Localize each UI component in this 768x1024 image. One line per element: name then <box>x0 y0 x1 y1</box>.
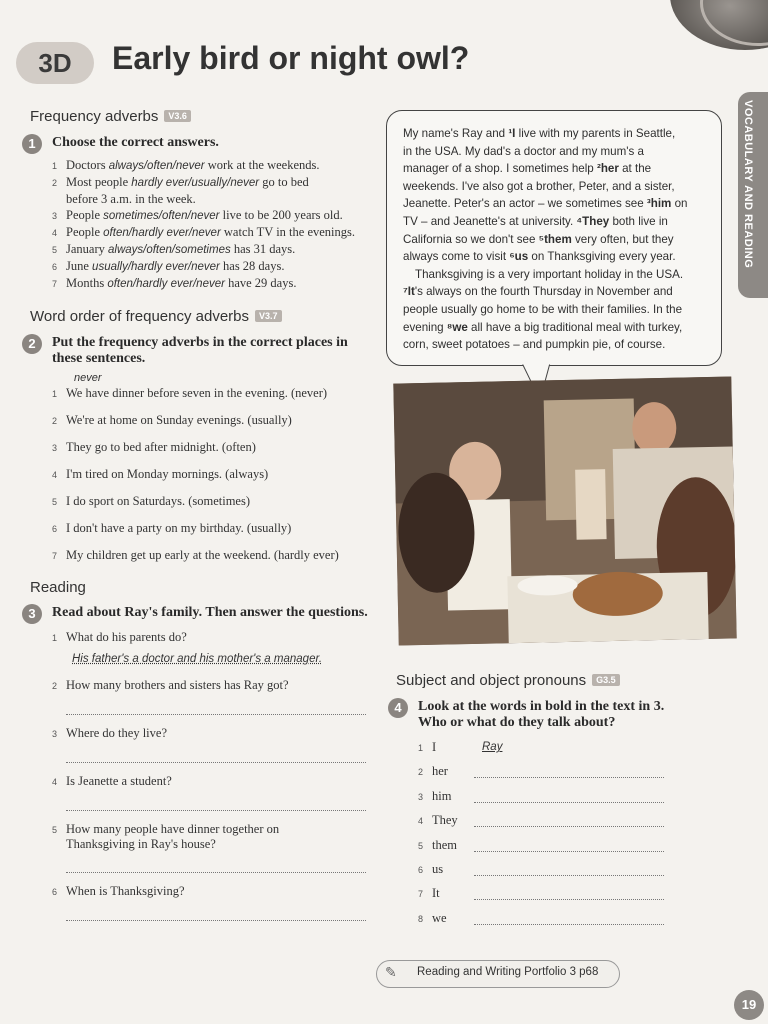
item-text: I'm tired on Monday mornings. (always) <box>66 467 269 481</box>
item-number: 3 <box>52 443 58 453</box>
item-text: They go to bed after midnight. (often) <box>66 440 256 454</box>
item-number: 7 <box>52 278 58 289</box>
thanksgiving-illustration <box>393 376 736 645</box>
list-item <box>52 548 382 575</box>
question-text: Where do they live? <box>66 726 167 740</box>
answer-options: sometimes/often/never <box>103 210 220 223</box>
thanksgiving-photo <box>393 376 736 645</box>
item-text: We're at home on Sunday evenings. (usually) <box>66 413 292 427</box>
section-tag: V3.7 <box>255 310 282 322</box>
answer-line <box>474 850 664 852</box>
answer-line <box>474 776 664 778</box>
answer-options: hardly ever/usually/never <box>131 176 260 189</box>
pronoun-word: him <box>432 788 452 803</box>
item-text: I do sport on Saturdays. (sometimes) <box>66 494 251 508</box>
bold-pronoun: ³him <box>646 197 672 211</box>
exercise-instruction <box>418 699 664 731</box>
side-tab-label: VOCABULARY AND READING <box>742 100 754 269</box>
list-item <box>52 259 382 276</box>
item-text: before 3 a.m. in the week. <box>66 191 196 206</box>
question <box>52 678 372 693</box>
exercise-number: 4 <box>388 698 408 718</box>
reading-text-box <box>386 110 722 366</box>
text-line: in the USA. My dad's a doctor and my mum's a <box>403 144 644 158</box>
item-text: We have dinner before seven in the evening. (never) <box>66 386 328 400</box>
bold-pronoun: ⁵them <box>538 232 572 246</box>
exercise-number: 2 <box>22 334 42 354</box>
section-heading-text: Frequency adverbs <box>30 108 159 125</box>
question-text: What do his parents do? <box>66 630 187 644</box>
question-text: Is Jeanette a student? <box>66 774 172 788</box>
answer-line <box>66 871 366 873</box>
text-line: Thanksgiving is a very important holiday in the USA. <box>415 267 684 281</box>
question-block <box>52 630 372 678</box>
text-line: weekends. I've also got a brother, Peter, and a sister, <box>403 179 675 193</box>
exercise-instruction: Choose the correct answers. <box>52 135 219 150</box>
list-item <box>52 225 382 242</box>
answer-line <box>474 874 664 876</box>
item-number: 6 <box>52 524 58 534</box>
section-heading-text: Subject and object pronouns <box>396 672 587 689</box>
item-text: watch TV in the evenings. <box>220 225 356 240</box>
bold-pronoun: ⁸we <box>446 320 468 334</box>
item-number: 1 <box>52 633 58 643</box>
list-item <box>418 911 668 935</box>
pronoun-word: They <box>432 813 458 828</box>
bold-pronoun: ⁴They <box>576 214 610 228</box>
text-line: manager of a shop. I sometimes help ²her at the <box>403 162 652 176</box>
text-line: My name's Ray and ¹I live with my parents in Seattle, <box>403 127 676 140</box>
text-line: people usually go home to be with their families. In the <box>403 302 683 316</box>
list-item <box>52 494 382 521</box>
question <box>52 630 372 645</box>
question <box>52 774 372 789</box>
pronoun-word: her <box>432 764 448 779</box>
answer-options: often/hardly ever/never <box>107 277 225 290</box>
list-item <box>52 467 382 494</box>
question-line-2: Thanksgiving in Ray's house? <box>66 837 216 851</box>
item-text: I don't have a party on my birthday. (usually) <box>66 521 292 535</box>
list-item <box>418 764 668 788</box>
pronoun-word: us <box>432 861 444 876</box>
item-number: 3 <box>418 791 424 802</box>
section-heading-frequency-adverbs <box>30 108 191 125</box>
item-number: 8 <box>418 913 424 924</box>
bold-pronoun: ⁷It <box>403 285 415 299</box>
item-number: 3 <box>52 729 58 739</box>
item-number: 4 <box>52 777 58 787</box>
item-text: January <box>66 241 108 256</box>
pronoun-word: we <box>432 910 447 925</box>
portfolio-link[interactable] <box>376 960 620 988</box>
list-item <box>52 192 382 209</box>
item-text: go to bed <box>259 174 309 189</box>
question-text: How many people have dinner together on <box>66 822 280 836</box>
item-number: 2 <box>52 681 58 691</box>
instruction-line-2: Who or what do they talk about? <box>418 715 616 730</box>
item-number: 1 <box>52 161 58 171</box>
item-number: 2 <box>52 416 58 426</box>
answer-line <box>66 919 366 921</box>
item-number: 4 <box>52 470 58 480</box>
instruction-line-1: Look at the words in bold in the text in 3. <box>418 699 665 714</box>
list-item <box>418 813 668 837</box>
answer-options: always/often/sometimes <box>108 243 231 256</box>
list-item <box>52 276 382 293</box>
item-number: 7 <box>418 889 424 900</box>
text-line: evening ⁸we all have a big traditional meal with turkey, <box>403 320 683 334</box>
reading-questions <box>52 630 372 932</box>
exercise-number: 3 <box>22 604 42 624</box>
pronoun-word: It <box>432 886 440 901</box>
instruction-line-2: these sentences. <box>52 351 146 366</box>
unit-badge: 3D <box>16 42 94 84</box>
item-number: 5 <box>418 840 424 851</box>
answer-line <box>66 713 366 715</box>
item-number: 5 <box>52 825 58 835</box>
list-item <box>52 440 382 467</box>
section-heading-pronouns <box>396 672 620 689</box>
item-text: My children get up early at the weekend. (hardly ever) <box>66 548 339 562</box>
bold-pronoun: ²her <box>596 162 619 176</box>
exercise-number: 1 <box>22 134 42 154</box>
item-text: live to be 200 years old. <box>219 208 343 223</box>
answer-options: often/hardly ever/never <box>103 227 221 240</box>
text-line: corn, sweet potatoes – and pumpkin pie, of course. <box>403 338 666 352</box>
list-item <box>52 521 382 548</box>
list-item <box>52 242 382 259</box>
answer-line <box>66 809 366 811</box>
question-block <box>52 678 372 726</box>
bold-pronoun: ⁶us <box>509 250 529 264</box>
list-item <box>52 208 382 225</box>
section-heading-word-order <box>30 308 282 325</box>
pencil-icon: ✎ <box>385 966 397 981</box>
item-text: has 28 days. <box>219 258 285 273</box>
item-number: 1 <box>418 743 424 753</box>
instruction-line-1: Put the frequency adverbs in the correct places in <box>52 335 348 350</box>
item-text: Months <box>66 275 108 290</box>
exercise-2-list <box>52 386 382 575</box>
item-text: People <box>66 225 104 240</box>
item-text: June <box>66 258 93 273</box>
exercise-instruction: Read about Ray's family. Then answer the questions. <box>52 605 368 620</box>
item-number: 6 <box>52 887 58 897</box>
exercise-1-list <box>52 158 382 292</box>
question <box>52 884 372 899</box>
answer-line <box>474 801 664 803</box>
item-number: 2 <box>418 767 424 778</box>
question <box>52 822 372 837</box>
pronoun-word: I <box>432 740 437 754</box>
text-line: ⁷It's always on the fourth Thursday in November and <box>403 285 673 299</box>
answer-line <box>474 923 664 925</box>
side-tab <box>738 92 768 298</box>
question-block <box>52 884 372 932</box>
page-number: 19 <box>734 990 764 1020</box>
list-item <box>418 740 668 764</box>
item-text: work at the weekends. <box>204 158 320 172</box>
text-line: Jeanette. Peter's an actor – we sometimes see ³him on <box>403 197 688 211</box>
answer-text: His father's a doctor and his mother's a manager. <box>72 653 323 665</box>
answer-line <box>66 761 366 763</box>
item-number: 2 <box>52 177 58 188</box>
item-text: People <box>66 208 104 223</box>
question-text: When is Thanksgiving? <box>66 884 185 898</box>
item-text: Most people <box>66 174 132 189</box>
list-item <box>52 175 382 192</box>
answer-options: always/often/never <box>108 160 205 172</box>
answer-line <box>474 898 664 900</box>
list-item <box>418 862 668 886</box>
bold-pronoun: ¹I <box>508 127 516 140</box>
item-number: 5 <box>52 497 58 507</box>
list-item <box>52 386 382 413</box>
handwritten-hint: never <box>74 372 102 384</box>
item-number: 4 <box>52 228 58 239</box>
section-tag: G3.5 <box>592 674 620 686</box>
item-text: have 29 days. <box>224 275 297 290</box>
question-text: How many brothers and sisters has Ray got? <box>66 678 289 692</box>
list-item <box>418 838 668 862</box>
item-number: 4 <box>418 816 424 827</box>
item-number: 5 <box>52 244 58 255</box>
item-number: 3 <box>52 211 58 222</box>
text-line: always come to visit ⁶us on Thanksgiving every year. <box>403 250 676 264</box>
exercise-instruction <box>52 335 348 367</box>
text-line: California so we don't see ⁵them very often, but they <box>403 232 674 246</box>
item-number: 6 <box>418 864 424 875</box>
list-item <box>52 413 382 440</box>
item-number: 7 <box>52 551 58 561</box>
section-tag: V3.6 <box>164 110 191 122</box>
portfolio-label: Reading and Writing Portfolio 3 p68 <box>417 966 599 978</box>
question-block <box>52 726 372 774</box>
pronoun-list <box>418 740 668 935</box>
answer-options: usually/hardly ever/never <box>92 260 220 273</box>
item-text: has 31 days. <box>230 241 296 256</box>
question <box>52 726 372 741</box>
section-heading-text: Word order of frequency adverbs <box>30 308 250 325</box>
item-text: Doctors <box>66 158 109 172</box>
item-number: 1 <box>52 389 58 399</box>
text-line: TV – and Jeanette's at university. ⁴They both live in <box>403 214 668 228</box>
item-number: 6 <box>52 261 58 272</box>
list-item <box>418 886 668 910</box>
question-block <box>52 774 372 822</box>
answer-text: Ray <box>482 741 503 753</box>
list-item <box>418 789 668 813</box>
list-item <box>52 158 382 175</box>
pronoun-word: them <box>432 837 457 852</box>
page-title: Early bird or night owl? <box>112 40 470 76</box>
question-block <box>52 822 372 884</box>
section-heading-reading: Reading <box>30 579 86 596</box>
answer-line <box>474 825 664 827</box>
